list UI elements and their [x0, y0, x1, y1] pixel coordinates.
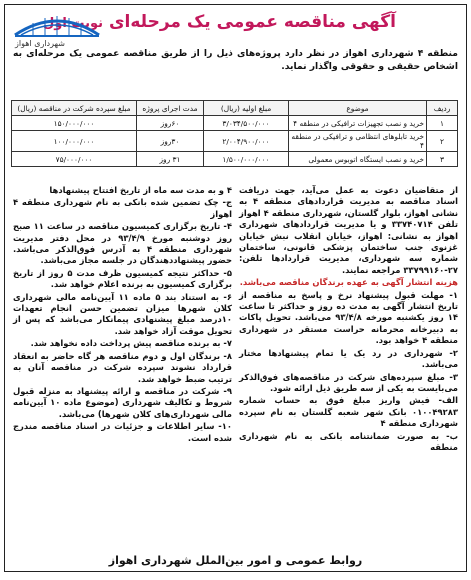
notice-page: [4, 4, 467, 572]
paragraph-invitation: از متقاضیان دعوت به عمل می‌آید، جهت دریافت اسناد مناقصه به مدیریت قراردادهای منطقه ۴ به نشانی اهواز، بلوار گلستان، شهرداری منطقه ۴ اهواز تلفن ۳۳۷۴۰۷۱۴ و یا مدیریت قراردادهای شهرداری اهواز به نشانی: اهواز، خیابان انقلاب نبش خیابان غزنوی جنب ساختمان پزشکی قانونی، ساختمان شماره سه شهرداری، مدیریت قراردادها تلفن: ۲۷-۳۳۷۹۹۱۶۰ مراجعه نمایند.: [239, 185, 458, 275]
cell-subject: خرید و نصب ایستگاه اتوبوس معمولی: [289, 152, 427, 167]
title-text: آگهی مناقصه عمومی یک مرحله‌ای: [108, 12, 396, 32]
col-header-duration: مدت اجرای پروژه: [137, 101, 204, 116]
footer-signature: روابط عمومی و امور بین‌الملل شهرداری اهواز: [108, 554, 363, 567]
cell-initial-amount: ۲/۰۰۴/۹۰۰/۰۰۰: [204, 131, 289, 152]
col-header-deposit: مبلغ سپرده شرکت در مناقصه (ریال): [12, 101, 137, 116]
paragraph-item-3c: ج- چک تضمین شده بانکی به نام شهرداری منطقه ۴ اهواز: [13, 197, 232, 219]
paragraph-item-4: ۴- تاریخ برگزاری کمیسیون مناقصه در ساعت ۱۱ صبح روز دوشنبه مورخ ۹۳/۴/۹ در محل دفتر مدیریت شهرداری منطقه ۴ به آدرس فوق‌الذکر می‌باشد. حضور پیشنهاددهندگان در جلسه مجاز می‌باشد.: [13, 221, 233, 266]
table-header-row: [12, 101, 458, 116]
cell-index: ۳: [427, 152, 458, 167]
cell-duration: ۳۱ روز: [137, 152, 204, 167]
left-column: [13, 185, 232, 445]
paragraph-item-7: ۷- به برنده مناقصه پیش پرداخت داده نخواهد شد.: [30, 338, 232, 349]
paragraph-ad-cost: هزینه انتشار آگهی به عهده برندگان مناقصه می‌باشد.: [239, 277, 458, 288]
col-header-row: ردیف: [427, 101, 458, 116]
paragraph-item-3b: ب- به صورت ضمانتنامه بانکی به نام شهرداری منطقه: [239, 430, 458, 452]
intro-text: منطقه ۴ شهرداری اهواز در نظر دارد پروژه‌های ذیل را از طریق مناقصه عمومی یک مرحله‌ای به اشخاص حقیقی و حقوقی واگذار نماید.: [13, 48, 458, 72]
paragraph-item-3a: الف- فیش واریز مبلغ فوق به حساب شماره ۰۱۰۰۴۹۲۸۳ بانک شهر شعبه گلستان به نام سپرده شهرداری منطقه ۴: [239, 395, 458, 429]
cell-initial-amount: ۱/۵۰۰/۰۰۰/۰۰۰: [204, 152, 289, 167]
cell-duration: ۶۰روز: [137, 116, 204, 131]
table-row: [12, 152, 458, 167]
table-row: [12, 131, 458, 152]
cell-subject: خرید تابلوهای انتظامی و ترافیکی در منطقه ۴: [289, 131, 427, 152]
paragraph-item-9: ۹- شرکت در مناقصه و ارائه پیشنهاد به منزله قبول شروط و تکالیف شهرداری (موضوع ماده ۱۰ آیین‌نامه مالی شهرداری‌های کلان شهرها) می‌باشد.: [13, 385, 232, 419]
right-column: [239, 185, 458, 454]
notice-title: [43, 11, 396, 35]
body-columns: [13, 185, 458, 545]
paragraph-item-3: ۳- مبلغ سپرده‌های شرکت در مناقصه‌های فوق‌الذکر می‌بایست به یکی از سه طریق ذیل ارائه شود.: [239, 371, 458, 393]
cell-deposit: ۱۵۰/۰۰۰/۰۰۰: [12, 116, 137, 131]
city-name: شهرداری اهواز: [15, 39, 65, 48]
projects-table: [11, 100, 458, 167]
paragraph-item-6: ۶- به استناد بند ۵ ماده ۱۱ آیین‌نامه مالی شهرداری کلان شهرها میزان تضمین حسن انجام تعهدات ۱۰درصد مبلغ پیشنهادی پیمانکار می‌باشد که پس از تحویل موقت آزاد خواهد شد.: [13, 291, 233, 336]
cell-index: ۲: [427, 131, 458, 152]
cell-deposit: ۱۰۰/۰۰۰/۰۰۰: [12, 131, 137, 152]
col-header-initial-amount: مبلغ اولیه (ریال): [204, 101, 289, 116]
cell-subject: خرید و نصب تجهیزات ترافیکی در منطقه ۴: [289, 116, 427, 131]
paragraph-item-1: ۱- مهلت قبول پیشنهاد نرخ و پاسخ به مناقصه از تاریخ انتشار آگهی به مدت ده روز و حداکثر تا ساعت ۱۴ روز یکشنبه مورخه ۹۳/۴/۸ می‌باشد. تحویل پاکات به دبیرخانه محرمانه حراست مستقر در شهرداری منطقه ۴ خواهد بود.: [239, 289, 458, 346]
cell-initial-amount: ۳/۰۳۴/۵۰۰/۰۰۰: [204, 116, 289, 131]
cell-duration: ۳۰روز: [137, 131, 204, 152]
cell-deposit: ۷۵/۰۰۰/۰۰۰: [12, 152, 137, 167]
paragraph-item-2: ۲- شهرداری در رد یک یا تمام پیشنهادها مختار می‌باشد.: [239, 347, 458, 370]
paragraph-item-8: ۸- برندگان اول و دوم مناقصه هر گاه حاضر به انعقاد قرارداد نشوند سپرده شرکت در مناقصه آنان به ترتیب ضبط خواهد شد.: [13, 350, 232, 384]
paragraph-item-3b-cont: ۴ و به مدت سه ماه از تاریخ افتتاح پیشنهادها: [49, 185, 232, 195]
paragraph-item-5: ۵- حداکثر نتیجه کمیسیون ظرف مدت ۵ روز از تاریخ برگزاری کمیسیون به برنده اعلام خواهد شد.: [13, 267, 232, 290]
paragraph-item-10: ۱۰- سایر اطلاعات و جزئیات در اسناد مناقصه مندرج شده است.: [13, 421, 232, 443]
col-header-subject: موضوع: [289, 101, 427, 116]
title-suffix: نوبت اول: [43, 16, 104, 31]
cell-index: ۱: [427, 116, 458, 131]
table-row: [12, 116, 458, 131]
